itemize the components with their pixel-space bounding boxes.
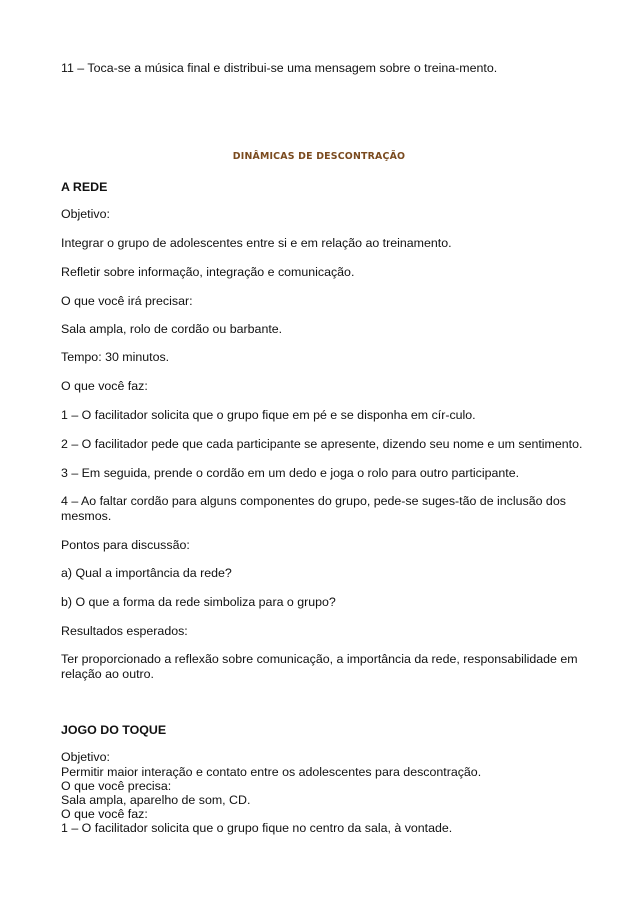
rede-paragraph: Tempo: 30 minutos.: [61, 350, 170, 364]
rede-paragraph: Resultados esperados:: [61, 624, 188, 638]
toque-line: O que você precisa:: [61, 779, 172, 793]
rede-paragraph: Pontos para discussão:: [61, 538, 190, 552]
intro-line: 11 – Toca-se a música final e distribui-se uma mensagem sobre o treina-mento.: [61, 61, 498, 75]
rede-step: 3 – Em seguida, prende o cordão em um dedo e joga o rolo para outro participante.: [61, 466, 520, 480]
rede-paragraph: Refletir sobre informação, integração e comunicação.: [61, 265, 355, 279]
rede-paragraph: O que você faz:: [61, 379, 148, 393]
toque-title: JOGO DO TOQUE: [61, 723, 167, 737]
rede-paragraph: Sala ampla, rolo de cordão ou barbante.: [61, 322, 283, 336]
rede-step: 1 – O facilitador solicita que o grupo fique em pé e se disponha em cír-culo.: [61, 408, 476, 422]
toque-line: O que você faz:: [61, 807, 148, 821]
section-heading: DINÂMICAS DE DESCONTRAÇÃO: [232, 151, 406, 162]
toque-line: Objetivo:: [61, 750, 110, 764]
rede-question: a) Qual a importância da rede?: [61, 566, 232, 580]
toque-line: Permitir maior interação e contato entre os adolescentes para descontração.: [61, 765, 482, 779]
rede-paragraph: Integrar o grupo de adolescentes entre si e em relação ao treinamento.: [61, 236, 452, 250]
rede-step: 2 – O facilitador pede que cada participante se apresente, dizendo seu nome e um sentimento.: [61, 437, 583, 451]
toque-line: 1 – O facilitador solicita que o grupo fique no centro da sala, à vontade.: [61, 821, 453, 835]
rede-question: b) O que a forma da rede simboliza para o grupo?: [61, 595, 336, 609]
rede-step: 4 – Ao faltar cordão para alguns componentes do grupo, pede-se suges-tão de inclusão dos mesmos.: [61, 494, 566, 523]
rede-title: A REDE: [61, 180, 108, 194]
toque-line: Sala ampla, aparelho de som, CD.: [61, 793, 251, 807]
rede-paragraph: Ter proporcionado a reflexão sobre comunicação, a importância da rede, responsabilidade em relação ao outro.: [61, 652, 578, 681]
rede-paragraph: Objetivo:: [61, 207, 110, 221]
rede-paragraph: O que você irá precisar:: [61, 294, 193, 308]
